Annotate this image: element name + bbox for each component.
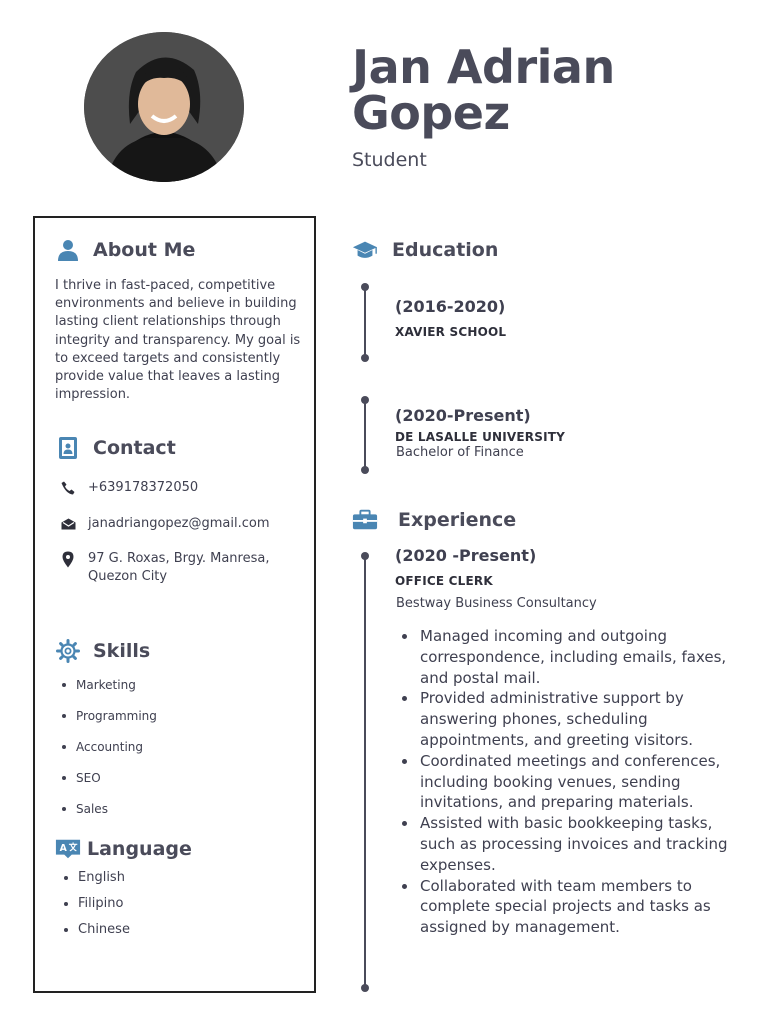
- contact-heading: [55, 435, 176, 461]
- timeline-dot: [361, 396, 369, 404]
- profile-photo: [84, 32, 244, 182]
- experience-title: Experience: [398, 509, 517, 531]
- about-title: About Me: [93, 239, 196, 261]
- skills-title: Skills: [93, 640, 151, 662]
- full-name: Jan Adrian Gopez: [352, 40, 615, 140]
- education-school: DE LASALLE UNIVERSITY: [395, 430, 566, 444]
- education-degree: Bachelor of Finance: [396, 445, 524, 460]
- language-item: English: [64, 870, 125, 885]
- contact-title: Contact: [93, 437, 176, 459]
- skill-item: Accounting: [62, 740, 143, 754]
- list-item: Assisted with basic bookkeeping tasks, such as processing invoices and tracking expenses.: [400, 813, 730, 875]
- experience-company: Bestway Business Consultancy: [396, 596, 597, 611]
- education-years: (2016-2020): [395, 297, 506, 316]
- education-school: XAVIER SCHOOL: [395, 325, 507, 339]
- contact-book-icon: [55, 435, 81, 461]
- timeline-dot: [361, 984, 369, 992]
- envelope-icon: [58, 515, 78, 533]
- list-item: Collaborated with team members to complete special projects and tasks as assigned by management.: [400, 876, 730, 938]
- phone-icon: [58, 479, 78, 497]
- about-text: I thrive in fast-paced, competitive environments and believe in building lasting client relationships through integrity and transparency. My goal is to exceed targets and consistently provide value that leaves a lasting impression.: [55, 278, 301, 403]
- timeline-line: [364, 400, 366, 470]
- language-item: Filipino: [64, 896, 123, 911]
- location-pin-icon: [58, 550, 78, 568]
- contact-phone-row: [58, 479, 198, 497]
- language-item: Chinese: [64, 922, 130, 937]
- person-icon: [55, 237, 81, 263]
- skill-item: Sales: [62, 802, 108, 816]
- about-heading: [55, 237, 195, 263]
- list-item: Provided administrative support by answering phones, scheduling appointments, and greeting visitors.: [400, 688, 730, 750]
- contact-email[interactable]: janadriangopez@gmail.com: [88, 516, 270, 531]
- gear-icon: [55, 638, 81, 664]
- skill-item: Marketing: [62, 678, 136, 692]
- duties-list: [400, 626, 730, 938]
- timeline-dot: [361, 354, 369, 362]
- timeline-dot: [361, 466, 369, 474]
- education-title: Education: [392, 239, 499, 261]
- contact-email-row: [58, 515, 269, 533]
- svg-text:A: A: [59, 842, 67, 854]
- contact-address: 97 G. Roxas, Brgy. Manresa, Quezon City: [88, 551, 270, 584]
- experience-position: OFFICE CLERK: [395, 574, 493, 588]
- language-title: Language: [87, 838, 192, 860]
- education-heading: [352, 237, 498, 263]
- job-title: Student: [352, 149, 427, 171]
- list-item: Coordinated meetings and conferences, including booking venues, sending invitations, and preparing materials.: [400, 751, 730, 813]
- education-years: (2020-Present): [395, 406, 531, 425]
- skill-item: SEO: [62, 771, 101, 785]
- timeline-dot: [361, 283, 369, 291]
- skill-item: Programming: [62, 709, 157, 723]
- list-item: Managed incoming and outgoing correspondence, including emails, faxes, and postal mail.: [400, 626, 730, 688]
- experience-years: (2020 -Present): [395, 546, 537, 565]
- timeline-line: [364, 556, 366, 988]
- language-heading: [55, 836, 192, 862]
- experience-heading: [352, 507, 516, 533]
- timeline-line: [364, 287, 366, 358]
- timeline-dot: [361, 552, 369, 560]
- contact-address-row: [58, 550, 298, 586]
- graduation-cap-icon: [352, 237, 378, 263]
- skills-heading: [55, 638, 150, 664]
- briefcase-icon: [352, 507, 378, 533]
- contact-phone[interactable]: +639178372050: [88, 480, 199, 495]
- translate-icon: [55, 836, 81, 862]
